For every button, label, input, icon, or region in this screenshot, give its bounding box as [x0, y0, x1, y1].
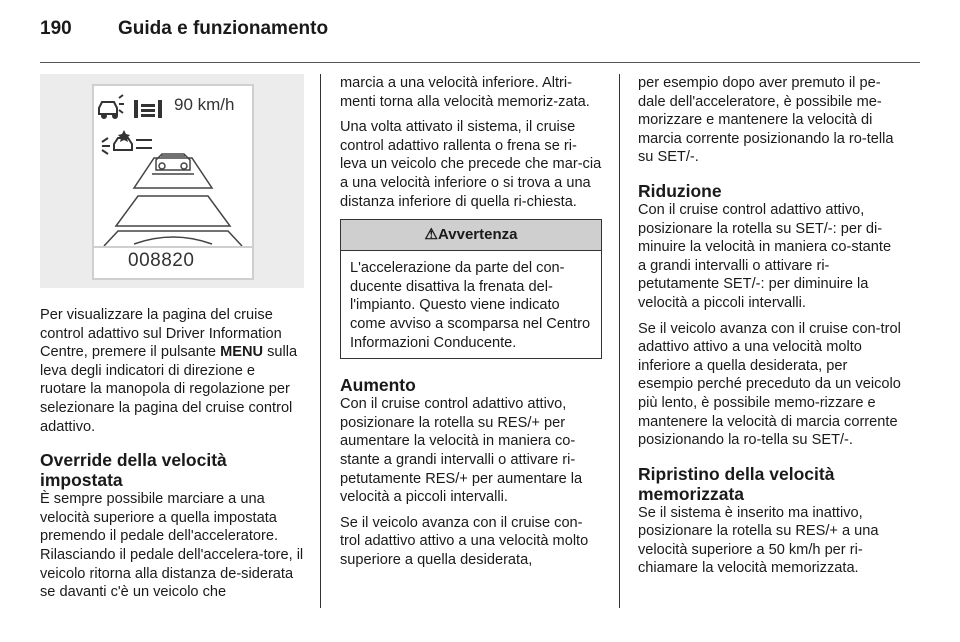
warning-header [341, 220, 601, 251]
warning-title: Avvertenza [437, 226, 518, 244]
adaptive-cruise-icon [102, 130, 152, 154]
column-3 [638, 74, 902, 585]
speed-readout: 90 km/h [174, 95, 235, 114]
menu-button-label: MENU [220, 344, 264, 361]
odometer-panel [92, 246, 254, 280]
paragraph: Se il veicolo avanza con il cruise con-trol adattivo attivo a una velocità molto inferiore a quella desiderata, per esempio perché preceduto da un veicolo più lento, è possibile memo-rizzare e mantenere la velocità di marcia corrente posizionando la ro-tella su SET/-. [638, 320, 901, 449]
header-rule [40, 62, 920, 63]
column-2 [340, 74, 602, 576]
heading-ripristino: Ripristino della velocità memorizzata [638, 463, 835, 504]
column-1 [40, 74, 304, 609]
paragraph: per esempio dopo aver premuto il pe-dale dell'acceleratore, è possibile me-morizzare e mantenere la velocità di marcia corrente posizionando la ro-tella su SET/-. [638, 75, 894, 166]
paragraph: Con il cruise control adattivo attivo, posizionare la rotella su SET/-: per di-minuire la velocità in maniera co-stante a grandi intervalli o attivare ri-petutamente SET/-: per diminuire la velocità a piccoli intervalli. [638, 201, 892, 311]
car-sensor-icon [99, 95, 124, 118]
warning-icon: ⚠ [424, 226, 438, 244]
odometer-value: 008820 [128, 250, 195, 271]
override-paragraph: È sempre possibile marciare a una velocità superiore a quella impostata premendo il pedale dell'acceleratore. Rilasciando il pedale dell'accelera-tore, il veicolo ritorna alla distanza de-siderata se davanti c'è un veicolo che [40, 491, 304, 601]
warning-text: L'accelerazione da parte del con-ducente disattiva la frenata del-l'impianto. Questo viene indicato come avviso a scomparsa nel Centro Informazioni Conducente. [350, 260, 591, 351]
distance-bars-icon [134, 100, 162, 118]
paragraph: Se il sistema è inserito ma inattivo, posizionare la rotella su RES/+ a una velocità superiore a 50 km/h per ri-chiamare la velocità memorizzata. [638, 504, 879, 577]
paragraph: marcia a una velocità inferiore. Altri-menti torna alla velocità memoriz-zata. [340, 75, 590, 110]
text-fragment: sulla leva degli indicatori di direzione e ruotare la manopola di regolazione per selezionare la pagina del cruise control adattivo. [40, 344, 298, 435]
page-header [40, 18, 328, 40]
intro-paragraph [40, 306, 304, 436]
page-title: Guida e funzionamento [118, 18, 329, 39]
road-car-icon [104, 154, 242, 246]
paragraph: Con il cruise control adattivo attivo, posizionare la rotella su RES/+ per aumentare la velocità in maniera co-stante a grandi intervalli o attivare ri-petutamente RES/+ per aumentare la velocità a piccoli intervalli. [340, 396, 583, 506]
heading-aumento: Aumento [340, 375, 416, 396]
column-divider [619, 74, 620, 608]
paragraph: Se il veicolo avanza con il cruise con-trol adattivo attivo a una velocità molto superiore a quella desiderata, [340, 514, 589, 568]
heading-riduzione: Riduzione [638, 180, 722, 201]
heading-override: Override della velocità impostata [40, 450, 227, 491]
dic-illustration [40, 74, 304, 288]
page-number: 190 [40, 18, 72, 39]
column-divider [320, 74, 321, 608]
paragraph: Una volta attivato il sistema, il cruise control adattivo rallenta o frena se ri-leva un veicolo che precede che mar-cia a una velocità inferiore o si trova a una distanza inferiore di quella ri-chiesta. [340, 119, 602, 210]
text-fragment: Per visualizzare la pagina del cruise control adattivo sul Driver Information Centre, premere il pulsante [40, 307, 282, 361]
warning-box [340, 219, 602, 359]
